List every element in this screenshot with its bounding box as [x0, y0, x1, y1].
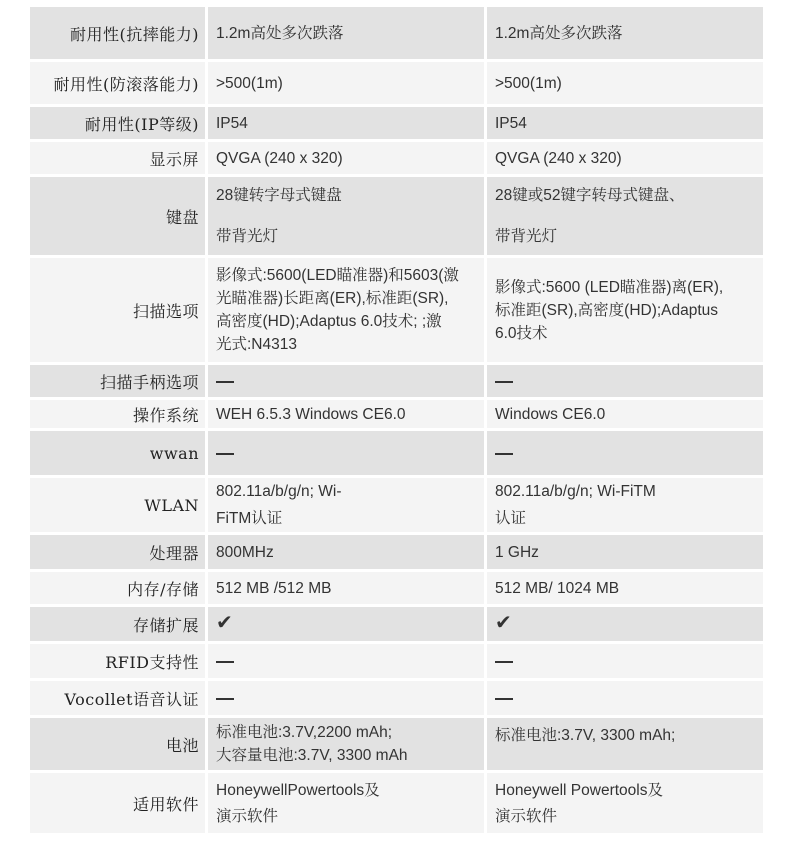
value-line: Honeywell Powertools及 — [495, 781, 663, 799]
checkmark-icon: ✔ — [495, 610, 512, 634]
dash-icon — [495, 381, 513, 383]
value-line: 28键转字母式键盘 — [216, 187, 342, 204]
table-row — [30, 572, 763, 604]
value-line: 标准电池:3.7V,2200 mAh; — [216, 724, 393, 741]
table-row — [30, 177, 763, 255]
dash-icon — [495, 453, 513, 455]
row-label: 处理器 — [30, 535, 205, 569]
value-line: 802.11a/b/g/n; Wi-FiTM — [495, 483, 656, 500]
value-line: 演示软件 — [495, 807, 558, 825]
value-line: 带背光灯 — [216, 228, 279, 245]
value-line: 802.11a/b/g/n; Wi- — [216, 483, 342, 500]
row-label: 耐用性(防滚落能力) — [30, 62, 205, 104]
value-line: 影像式:5600(LED瞄准器)和5603(激 — [216, 267, 459, 284]
value-line: 28键或52键字转母式键盘、 — [495, 187, 685, 204]
value-line: 认证 — [495, 510, 527, 527]
value-model-b — [484, 177, 763, 255]
value-model-b — [484, 258, 763, 362]
value-line: QVGA (240 x 320) — [216, 149, 343, 167]
value-model-a — [205, 177, 484, 255]
value-model-b — [484, 773, 763, 833]
row-label: wwan — [30, 431, 205, 475]
value-model-a — [205, 535, 484, 569]
spec-comparison-table — [30, 4, 763, 836]
value-line: 800MHz — [216, 543, 274, 561]
value-model-b — [484, 142, 763, 174]
value-line: WEH 6.5.3 Windows CE6.0 — [216, 405, 406, 423]
value-model-b — [484, 718, 763, 770]
value-model-a — [205, 773, 484, 833]
value-line: IP54 — [216, 114, 248, 132]
value-line: 光式:N4313 — [216, 336, 297, 353]
value-line: 1.2m高处多次跌落 — [216, 24, 344, 42]
table-row — [30, 107, 763, 139]
value-model-b — [484, 535, 763, 569]
row-label: 适用软件 — [30, 773, 205, 833]
value-line: >500(1m) — [216, 74, 283, 92]
value-model-b — [484, 431, 763, 475]
value-model-a — [205, 718, 484, 770]
value-model-b — [484, 681, 763, 715]
dash-icon — [216, 698, 234, 700]
value-line: 带背光灯 — [495, 228, 558, 245]
value-line: 光瞄准器)长距离(ER),标准距(SR), — [216, 290, 449, 307]
value-model-b — [484, 572, 763, 604]
table-row — [30, 535, 763, 569]
dash-icon — [495, 698, 513, 700]
value-line: 512 MB /512 MB — [216, 579, 332, 597]
value-line: FiTM认证 — [216, 510, 283, 527]
value-model-a — [205, 431, 484, 475]
row-label: 耐用性(IP等级) — [30, 107, 205, 139]
row-label: 扫描手柄选项 — [30, 365, 205, 397]
value-model-a — [205, 107, 484, 139]
table-row — [30, 258, 763, 362]
row-label: RFID支持性 — [30, 644, 205, 678]
table-row — [30, 7, 763, 59]
dash-icon — [216, 453, 234, 455]
table-row — [30, 644, 763, 678]
table-row — [30, 681, 763, 715]
value-model-a — [205, 681, 484, 715]
row-label: 内存/存储 — [30, 572, 205, 604]
row-label: 操作系统 — [30, 400, 205, 428]
dash-icon — [495, 661, 513, 663]
value-model-b — [484, 62, 763, 104]
value-line: 1.2m高处多次跌落 — [495, 24, 623, 42]
value-model-a — [205, 607, 484, 641]
value-model-b — [484, 478, 763, 532]
value-model-a — [205, 365, 484, 397]
row-label: 耐用性(抗摔能力) — [30, 7, 205, 59]
value-model-b — [484, 107, 763, 139]
value-line: 演示软件 — [216, 807, 279, 825]
value-model-b — [484, 607, 763, 641]
table-row — [30, 431, 763, 475]
value-model-b — [484, 7, 763, 59]
row-label: Vocollet语音认证 — [30, 681, 205, 715]
row-label: 显示屏 — [30, 142, 205, 174]
dash-icon — [216, 661, 234, 663]
row-label: 键盘 — [30, 177, 205, 255]
row-label: WLAN — [30, 478, 205, 532]
row-label: 电池 — [30, 718, 205, 770]
value-line: 标准距(SR),高密度(HD);Adaptus — [495, 301, 719, 319]
value-line: HoneywellPowertools及 — [216, 781, 380, 799]
value-line: 6.0技术 — [495, 324, 548, 342]
value-model-a — [205, 572, 484, 604]
value-model-b — [484, 644, 763, 678]
table-row — [30, 718, 763, 770]
value-model-a — [205, 142, 484, 174]
value-model-a — [205, 258, 484, 362]
dash-icon — [216, 381, 234, 383]
row-label: 扫描选项 — [30, 258, 205, 362]
value-model-b — [484, 365, 763, 397]
table-row — [30, 607, 763, 641]
value-model-a — [205, 7, 484, 59]
value-model-a — [205, 62, 484, 104]
value-line: 大容量电池:3.7V, 3300 mAh — [216, 747, 408, 764]
table-row — [30, 478, 763, 532]
value-line: >500(1m) — [495, 74, 562, 92]
value-line: 512 MB/ 1024 MB — [495, 579, 620, 597]
value-line: Windows CE6.0 — [495, 405, 606, 423]
table-row — [30, 400, 763, 428]
value-line: 标准电池:3.7V, 3300 mAh; — [495, 727, 676, 744]
value-model-b — [484, 400, 763, 428]
row-label: 存储扩展 — [30, 607, 205, 641]
value-line: 影像式:5600 (LED瞄准器)离(ER), — [495, 278, 724, 296]
value-line: IP54 — [495, 114, 527, 132]
value-model-a — [205, 644, 484, 678]
table-row — [30, 773, 763, 833]
value-line: QVGA (240 x 320) — [495, 149, 622, 167]
value-line: 1 GHz — [495, 543, 539, 561]
value-line: 高密度(HD);Adaptus 6.0技术; ;激 — [216, 313, 442, 330]
value-model-a — [205, 478, 484, 532]
value-model-a — [205, 400, 484, 428]
table-row — [30, 62, 763, 104]
table-row — [30, 365, 763, 397]
checkmark-icon: ✔ — [216, 610, 233, 634]
table-row — [30, 142, 763, 174]
